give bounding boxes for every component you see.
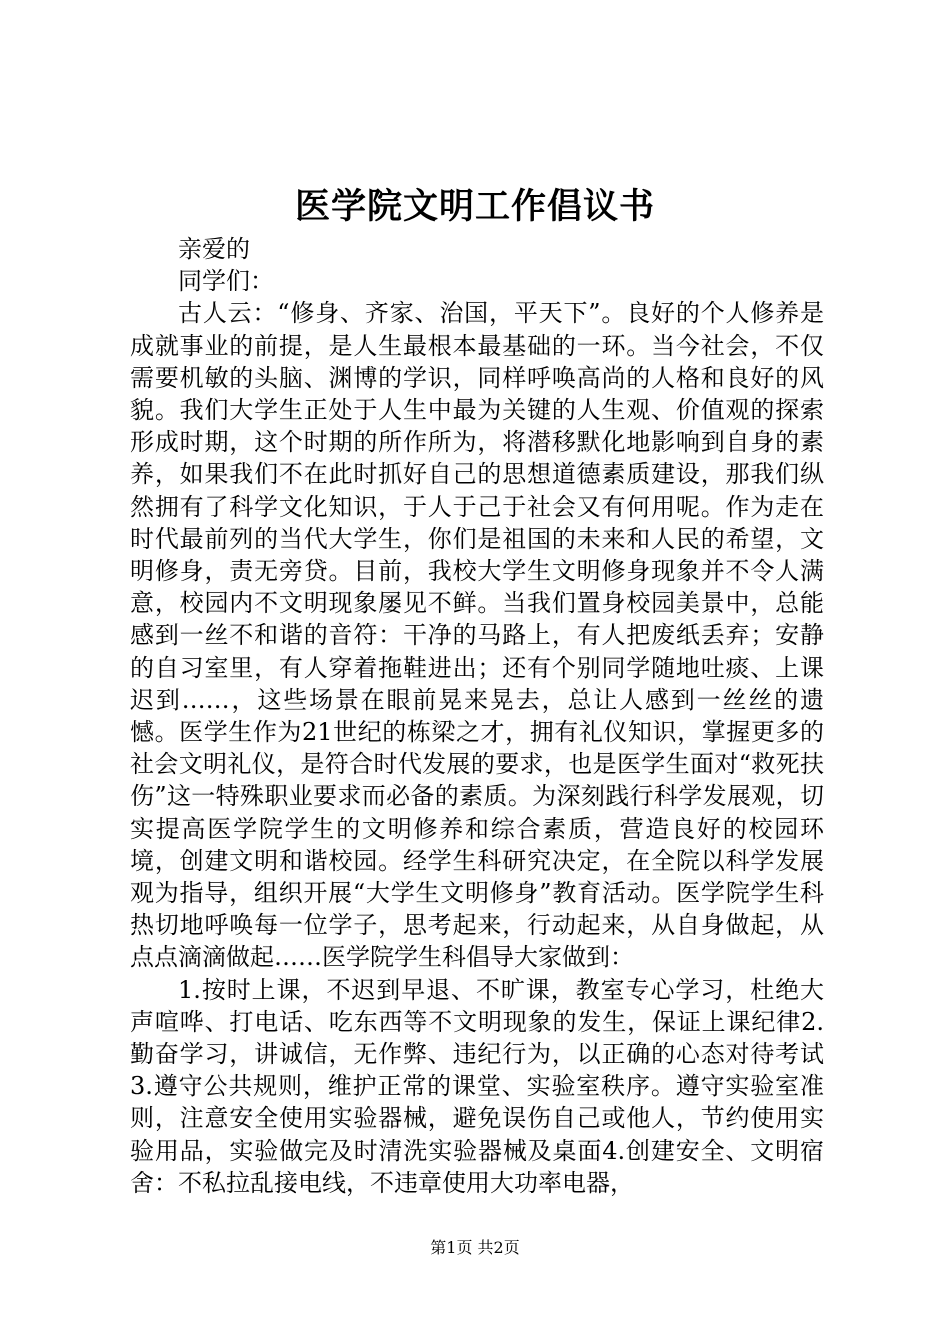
page-footer: 第1页 共2页	[430, 1238, 520, 1257]
page-title: 医学院文明工作倡议书	[294, 186, 655, 227]
paragraph-text: 古人云：“修身、齐家、治国，平天下”。良好的个人修养是成就事业的前提，是人生最根本最基础的一环。当今社会，不仅需要机敏的头脑、渊博的学识，同样呼唤高尚的人格和良好的风貌。我们大学生正处于人生中最为关键的人生观、价值观的探索形成时期，这个时期的所作所为，将潜移默化地影响到自身的素养，如果我们不在此时抓好自己的思想道德素质建设，那我们纵然拥有了科学文化知识，于人于己于社会又有何用呢。作为走在时代最前列的当代大学生，你们是祖国的未来和人民的希望，文明修身，责无旁贷。目前，我校大学生文明修身现象并不令人满意，校园内不文明现象屡见不鲜。当我们置身校园美景中，总能感到一丝不和谐的音符：干净的马路上，有人把废纸丢弃；安静的自习室里，有人穿着拖鞋进出；还有个别同学随地吐痰、上课迟到……，这些场景在眼前晃来晃去，总让人感到一丝丝的遗憾。医学生作为21世纪的栋梁之才，拥有礼仪知识，掌握更多的社会文明礼仪，是符合时代发展的要求，也是医学生面对“救死扶伤”这一特殊职业要求而必备的素质。为深刻践行科学发展观，切实提高医学院学生的文明修养和综合素质，营造良好的校园环境，创建文明和谐校园。经学生科研究决定，在全院以科学发展观为指导，组织开展“大学生文明修身”教育活动。医学院学生科热切地呼唤每一位学子，思考起来，行动起来，从自身做起，从点点滴滴做起……	[130, 299, 824, 972]
greeting-line: 同学们：	[178, 267, 274, 296]
document-body	[130, 233, 824, 1199]
greeting-line: 亲爱的	[178, 235, 250, 263]
paragraph-text: 医学院学生科倡导大家做到：	[322, 943, 634, 972]
body-paragraph: 1.按时上课，不迟到早退、不旷课，教室专心学习，杜绝大声喧哗、打电话、吃东西等不文明现象的发生，保证上课纪律2.勤奋学习，讲诚信，无作弊、违纪行为，以正确的心态对待考试3.遵守公共规则，维护正常的课堂、实验室秩序。遵守实验室准则，注意安全使用实验器械，避免误伤自己或他人，节约使用实验用品，实验做完及时清洗实验器械及桌面4.创建安全、文明宿舍：不私拉乱接电线，不违章使用大功率电器，	[130, 975, 824, 1197]
body-paragraph	[130, 297, 824, 973]
